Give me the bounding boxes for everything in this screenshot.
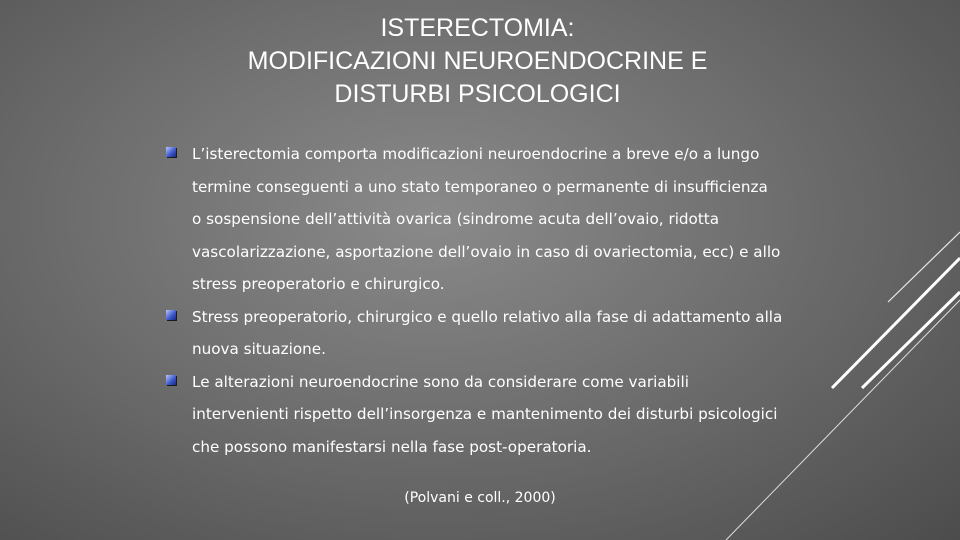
bullet-line: che possono manifestarsi nella fase post-operatoria. — [192, 437, 592, 456]
title-line-2: MODIFICAZIONI NEUROENDOCRINE E — [247, 47, 708, 75]
bullet-square-icon — [166, 310, 176, 320]
title-line-3: DISTURBI PSICOLOGICI — [334, 80, 621, 108]
bullet-line: intervenienti rispetto dell’insorgenza e mantenimento dei disturbi psicologici — [192, 405, 778, 423]
title-line-1: ISTERECTOMIA: — [380, 14, 575, 42]
bullet-line: stress preoperatorio e chirurgico. — [192, 275, 445, 293]
bullet-line: termine conseguenti a uno stato temporaneo o permanente di insufficienza — [192, 177, 768, 196]
deco-line-thick-1 — [832, 258, 960, 388]
bullet-item-3 — [166, 366, 806, 464]
bullet-line: vascolarizzazione, asportazione dell’ovaio in caso di ovariectomia, ecc) e allo — [192, 242, 781, 261]
bullet-item-1 — [166, 138, 806, 301]
bullet-line: nuova situazione. — [192, 340, 326, 358]
citation: (Polvani e coll., 2000) — [404, 490, 556, 506]
bullet-square-icon — [166, 375, 176, 385]
bullet-line: Stress preoperatorio, chirurgico e quello relativo alla fase di adattamento alla — [192, 307, 783, 326]
bullet-list — [166, 138, 806, 463]
slide-title — [150, 12, 805, 111]
bullet-line: o sospensione dell’attività ovarica (sindrome acuta dell’ovaio, ridotta — [192, 210, 720, 228]
bullet-square-icon — [166, 147, 176, 157]
bullet-line: L’isterectomia comporta modificazioni neuroendocrine a breve e/o a lungo — [192, 145, 760, 163]
bullet-line: Le alterazioni neuroendocrine sono da considerare come variabili — [192, 372, 689, 391]
bullet-item-2 — [166, 301, 806, 366]
